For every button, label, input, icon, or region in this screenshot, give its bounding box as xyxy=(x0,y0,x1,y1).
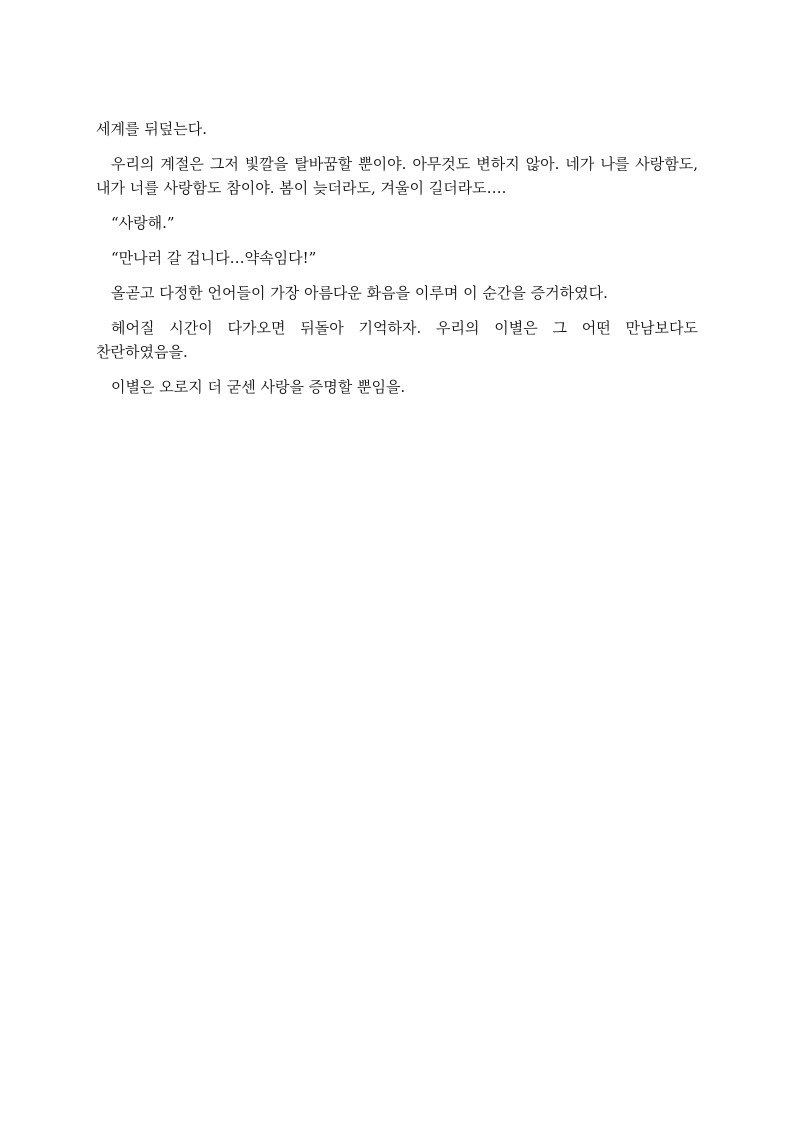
paragraph-4: “만나러 갈 겁니다…약속임다!” xyxy=(111,249,317,267)
paragraph-6: 헤어질 시간이 다가오면 뒤돌아 기억하자. 우리의 이별은 그 어떤 만남보다도 찬란하였음을. xyxy=(96,319,698,361)
paragraph-5: 올곧고 다정한 언어들이 가장 아름다운 화음을 이루며 이 순간을 증거하였다. xyxy=(111,284,608,302)
paragraph-2: 우리의 계절은 그저 빛깔을 탈바꿈할 뿐이야. 아무것도 변하지 않아. 네가 나를 사랑함도, 내가 너를 사랑함도 참이야. 봄이 늦더라도, 겨울이 길더라도…. xyxy=(96,155,698,197)
paragraph-1: 세계를 뒤덮는다. xyxy=(96,120,207,138)
document-body xyxy=(96,117,698,410)
paragraph-3: “사랑해.” xyxy=(111,214,175,232)
paragraph-7: 이별은 오로지 더 굳센 사랑을 증명할 뿐임을. xyxy=(111,378,406,396)
